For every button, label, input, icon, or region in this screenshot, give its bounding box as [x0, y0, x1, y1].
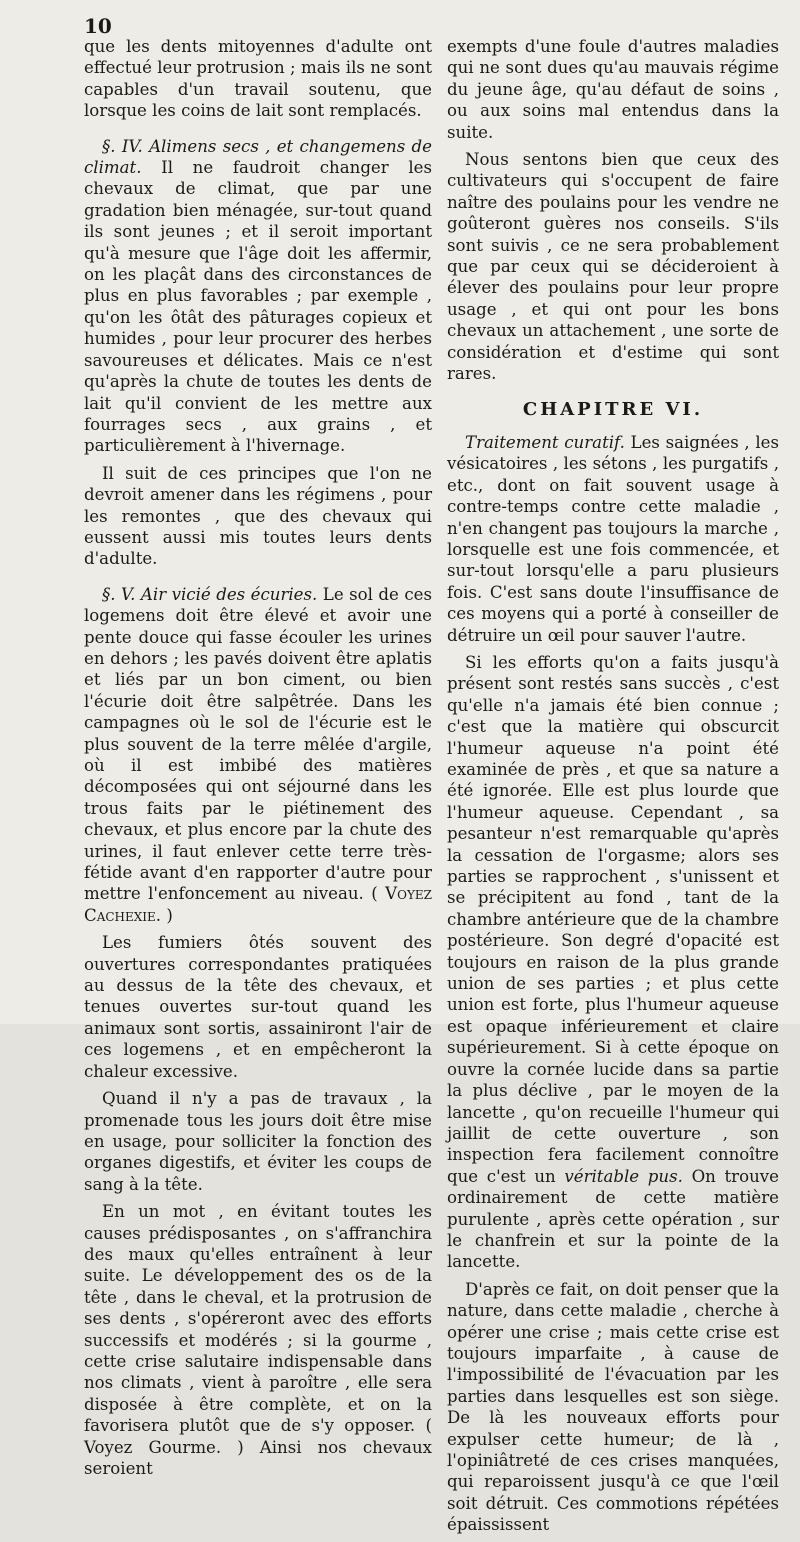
- left-column: [84, 36, 432, 1485]
- cross-reference: ( Voyez Cachexie. ): [84, 884, 433, 925]
- paragraph: Quand il n'y a pas de travaux , la promenade tous les jours doit être mise en usage, pour solliciter la fonction des organes digestifs, et éviter les coups de sang à la tête.: [84, 1089, 432, 1194]
- paragraph: [447, 432, 779, 646]
- section-4: [84, 136, 432, 457]
- section-heading: §. V. Air vicié des écuries.: [102, 584, 318, 604]
- paragraph: [84, 1201, 432, 1479]
- paragraph: Nous sentons bien que ceux des cultivateurs qui s'occupent de faire naître des poulains pour les vendre ne goûteront guères nos conseils. S'ils sont suivis , ce ne sera probablement que par ceux qui se décideroient à élever des poulains pour leur propre usage , et qui ont pour les bons chevaux un attachement , une sorte de considération et d'estime qui sont rares.: [447, 150, 779, 384]
- paragraph-text: Les saignées , les vésicatoires , les sétons , les purgatifs , etc., dont on fait souvent usage à contre-temps contre cette maladie , n'en changent pas toujours la marche , lorsquelle est une fois commencée, et sur-tout lorsqu'elle a paru plusieurs fois. C'est sans doute l'insuffisance de ces moyens qui a porté à conseiller de détruire un œil pour sauver l'autre.: [447, 432, 779, 645]
- paragraph: Les fumiers ôtés souvent des ouvertures correspondantes pratiquées au dessus de la tête des chevaux, et tenues ouvertes sur-tout quand les animaux sont sortis, assainiront l'air de ces logemens , et en empêcheront la chaleur excessive.: [84, 933, 432, 1081]
- paragraph: que les dents mitoyennes d'adulte ont effectué leur protrusion ; mais ils ne sont capables d'un travail soutenu, que lorsque les coins de lait sont remplacés.: [84, 37, 432, 121]
- paragraph-text: Si les efforts qu'on a faits jusqu'à présent sont restés sans succès , c'est qu'elle n'a jamais été bien connue ; c'est que la matière qui obscurcit l'humeur aqueuse n'a point été examinée de près , et que sa nature a été ignorée. Elle est plus lourde que l'humeur aqueuse. Cependant , sa pesanteur n'est remarquable qu'après la cessation de l'orgasme; alors ses parties se rapprochent , s'unissent et se précipitent au fond , tant de la chambre antérieure que de la chambre postérieure. Son degré d'opacité est toujours en raison de la plus grande union de ses parties ; et plus cette union est forte, plus l'humeur aqueuse est opaque inférieurement et claire supérieurement. Si à cette époque on ouvre la cornée lucide dans sa partie la plus déclive , par le moyen de la lancette , qu'on recueille l'humeur qui jaillit de cette ouverture , son inspection fera facilement connoître que c'est un: [447, 652, 779, 1186]
- paragraph: exempts d'une foule d'autres maladies qui ne sont dues qu'au mauvais régime du jeune âge, qu'au défaut de soins , ou aux soins mal entendus dans la suite.: [447, 37, 779, 142]
- paragraph: D'après ce fait, on doit penser que la nature, dans cette maladie , cherche à opérer une crise ; mais cette crise est toujours imparfaite , à cause de l'impossibilité de l'évacuation par les parties dans lesquelles est son siège. De là les nouveaux efforts pour expulser cette humeur; de là , l'opiniâtreté de ces crises manquées, qui reparoissent jusqu'à ce que l'œil soit détruit. Ces commotions répétées épaississent: [447, 1279, 779, 1535]
- section-text: Il ne faudroit changer les chevaux de climat, que par une gradation bien ménagée, sur-tout quand ils sont jeunes ; et il seroit important qu'à mesure que l'âge doit les affermir, on les plaçât dans des circonstances de plus en plus favorables ; par exemple , qu'on les ôtât des pâturages copieux et humides , pour leur procurer des herbes savoureuses et délicates. Mais ce n'est qu'après la chute de toutes les dents de lait qu'il convient de les mettre aux fourrages secs , aux grains , et particulièrement à l'hivernage.: [84, 158, 432, 456]
- section-5: [84, 584, 432, 927]
- section-text: Le sol de ces logemens doit être élevé et avoir une pente douce qui fasse écouler les urines en dehors ; les pavés doivent être aplatis et liés par un bon ciment, ou bien l'écurie doit être salpêtrée. Dans les campagnes où le sol de l'écurie est le plus souvent de la terre mêlée d'argile, où il est imbibé des matières décomposées qui ont séjourné dans les trous faits par le piétinement des chevaux, et plus encore par la chute des urines, il faut enlever cette terre très-fétide avant d'en rapporter d'autre pour mettre l'enfoncement au niveau.: [84, 584, 432, 904]
- section-heading: Traitement curatif.: [465, 432, 625, 452]
- paragraph-text: En un mot , en évitant toutes les causes prédisposantes , on s'affranchira des maux qu'elles entraînent à leur suite. Le développement des os de la tête , dans le cheval, et la protrusion de ses dents , s'opéreront avec des efforts successifs et modérés ; si la gourme , cette crise salutaire indispensable dans nos climats , vient à paroître , elle sera disposée à être complète, et on la favorisera plutôt que de s'y opposer.: [84, 1202, 432, 1436]
- chapter-title: CHAPITRE VI.: [522, 398, 704, 420]
- cross-reference: ( Voyez Gourme. ) Ainsi nos chevaux seroient: [84, 1416, 432, 1478]
- paragraph: [447, 652, 779, 1273]
- page-number: 10: [84, 14, 112, 38]
- right-column: [447, 36, 779, 1542]
- italic-term: véritable pus.: [564, 1166, 683, 1186]
- section-heading: §. IV. Alimens secs , et changemens de climat.: [84, 136, 432, 178]
- paragraph: Il suit de ces principes que l'on ne devroit amener dans les régimens , pour les remontes , que des chevaux qui eussent aussi mis toutes leurs dents d'adulte.: [84, 463, 432, 569]
- paragraph-text: On trouve ordinairement de cette matière purulente , après cette opération , sur le chanfrein et sur la pointe de la lancette.: [447, 1166, 779, 1272]
